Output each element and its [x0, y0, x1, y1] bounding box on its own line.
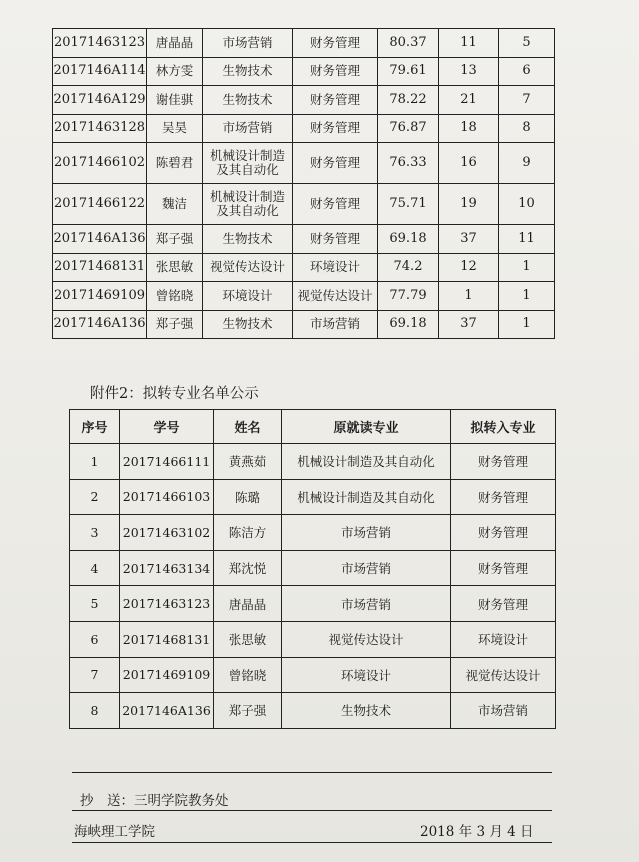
table-cell: 4	[70, 550, 120, 586]
table-cell: 财务管理	[451, 479, 556, 515]
table-cell: 财务管理	[451, 444, 556, 480]
table-cell: 生物技术	[203, 310, 293, 339]
table-cell: 20171468131	[53, 253, 147, 282]
table-cell: 18	[439, 114, 499, 143]
cc-value: 三明学院教务处	[134, 793, 229, 809]
table-cell: 环境设计	[203, 282, 293, 311]
table-row	[53, 86, 555, 115]
table-cell: 市场营销	[451, 693, 556, 729]
table-cell: 20171469109	[120, 657, 214, 693]
table-cell: 财务管理	[293, 225, 378, 254]
column-header: 原就读专业	[282, 410, 451, 444]
footer-bottom-rule	[72, 842, 552, 843]
table-cell: 陈洁方	[214, 515, 282, 551]
table-cell: 视觉传达设计	[203, 253, 293, 282]
table-cell: 20171463128	[53, 114, 147, 143]
column-header: 序号	[70, 410, 120, 444]
table-cell: 吴昊	[147, 114, 203, 143]
table-row	[70, 621, 556, 657]
table-row	[70, 444, 556, 480]
table-cell: 76.87	[378, 114, 439, 143]
table-cell: 生物技术	[203, 86, 293, 115]
table-header-row	[70, 410, 556, 444]
table-cell: 视觉传达设计	[293, 282, 378, 311]
table-cell: 郑子强	[147, 310, 203, 339]
issue-date: 2018 年 3 月 4 日	[420, 824, 534, 840]
table-cell: 20171466102	[53, 143, 147, 184]
table-cell: 林方雯	[147, 57, 203, 86]
table-row	[70, 515, 556, 551]
table-cell: 财务管理	[451, 515, 556, 551]
table-cell: 79.61	[378, 57, 439, 86]
table-cell: 78.22	[378, 86, 439, 115]
table-cell: 生物技术	[282, 693, 451, 729]
table-cell: 1	[70, 444, 120, 480]
table-cell: 机械设计制造 及其自动化	[203, 143, 293, 184]
table-cell: 财务管理	[293, 143, 378, 184]
table-cell: 20171463134	[120, 550, 214, 586]
table-cell: 6	[499, 57, 555, 86]
table-cell: 1	[499, 310, 555, 339]
column-header: 姓名	[214, 410, 282, 444]
table-cell: 1	[499, 282, 555, 311]
footer-top-rule	[72, 772, 552, 773]
table-cell: 陈碧君	[147, 143, 203, 184]
table-cell: 19	[439, 184, 499, 225]
table-cell: 37	[439, 225, 499, 254]
table-cell: 环境设计	[293, 253, 378, 282]
table-cell: 环境设计	[282, 657, 451, 693]
table-row	[53, 57, 555, 86]
table-cell: 3	[70, 515, 120, 551]
table-row	[53, 253, 555, 282]
table-cell: 郑子强	[214, 693, 282, 729]
table-cell: 张思敏	[214, 621, 282, 657]
table-cell: 财务管理	[293, 57, 378, 86]
column-header: 学号	[120, 410, 214, 444]
table-cell: 76.33	[378, 143, 439, 184]
table-cell: 20171468131	[120, 621, 214, 657]
ranking-table	[52, 28, 555, 339]
table-cell: 5	[70, 586, 120, 622]
table-cell: 13	[439, 57, 499, 86]
table-cell: 37	[439, 310, 499, 339]
table-row	[70, 657, 556, 693]
table-cell: 机械设计制造 及其自动化	[203, 184, 293, 225]
table-row	[53, 184, 555, 225]
table-cell: 74.2	[378, 253, 439, 282]
table-cell: 10	[499, 184, 555, 225]
appendix2-heading: 附件2：拟转专业名单公示	[90, 386, 259, 402]
table-cell: 1	[499, 253, 555, 282]
table-cell: 7	[70, 657, 120, 693]
table-cell: 2017146A136	[53, 310, 147, 339]
table-cell: 财务管理	[293, 86, 378, 115]
table-cell: 机械设计制造及其自动化	[282, 479, 451, 515]
table-cell: 市场营销	[282, 515, 451, 551]
cc-line	[80, 789, 229, 809]
table-row	[53, 114, 555, 143]
transfer-list-table	[69, 409, 556, 729]
table-cell: 视觉传达设计	[451, 657, 556, 693]
table-cell: 财务管理	[293, 114, 378, 143]
table-cell: 谢佳骐	[147, 86, 203, 115]
table-cell: 9	[499, 143, 555, 184]
table-cell: 20171466103	[120, 479, 214, 515]
table-cell: 郑沈悦	[214, 550, 282, 586]
table-cell: 市场营销	[282, 586, 451, 622]
table-cell: 环境设计	[451, 621, 556, 657]
table-cell: 11	[439, 29, 499, 58]
table-cell: 市场营销	[203, 114, 293, 143]
table-cell: 郑子强	[147, 225, 203, 254]
table-cell: 财务管理	[293, 29, 378, 58]
table-cell: 2017146A136	[120, 693, 214, 729]
table-cell: 11	[499, 225, 555, 254]
issuer: 海峡理工学院	[74, 824, 155, 840]
table-cell: 20171466122	[53, 184, 147, 225]
table-cell: 2	[70, 479, 120, 515]
table-cell: 视觉传达设计	[282, 621, 451, 657]
table-cell: 唐晶晶	[214, 586, 282, 622]
table-cell: 80.37	[378, 29, 439, 58]
table-cell: 2017146A136	[53, 225, 147, 254]
table-cell: 张思敏	[147, 253, 203, 282]
table-row	[70, 693, 556, 729]
table-cell: 77.79	[378, 282, 439, 311]
table-cell: 市场营销	[293, 310, 378, 339]
table-cell: 1	[439, 282, 499, 311]
table-cell: 16	[439, 143, 499, 184]
table-cell: 69.18	[378, 225, 439, 254]
table-cell: 市场营销	[203, 29, 293, 58]
table-cell: 69.18	[378, 310, 439, 339]
table-cell: 财务管理	[451, 586, 556, 622]
table-cell: 生物技术	[203, 225, 293, 254]
table-cell: 8	[70, 693, 120, 729]
table-cell: 2017146A114	[53, 57, 147, 86]
table-cell: 20171463123	[120, 586, 214, 622]
table-row	[53, 29, 555, 58]
table-row	[53, 282, 555, 311]
table-cell: 曾铭晓	[147, 282, 203, 311]
table-cell: 7	[499, 86, 555, 115]
table-cell: 20171463123	[53, 29, 147, 58]
table-cell: 8	[499, 114, 555, 143]
table-cell: 黄燕茹	[214, 444, 282, 480]
table-row	[70, 550, 556, 586]
table-cell: 20171469109	[53, 282, 147, 311]
table-cell: 市场营销	[282, 550, 451, 586]
table-cell: 5	[499, 29, 555, 58]
table-row	[53, 225, 555, 254]
table-cell: 2017146A129	[53, 86, 147, 115]
table-cell: 陈璐	[214, 479, 282, 515]
table-cell: 财务管理	[451, 550, 556, 586]
table-cell: 机械设计制造及其自动化	[282, 444, 451, 480]
table-cell: 财务管理	[293, 184, 378, 225]
table-cell: 生物技术	[203, 57, 293, 86]
table-cell: 魏洁	[147, 184, 203, 225]
table-row	[53, 310, 555, 339]
table-cell: 唐晶晶	[147, 29, 203, 58]
table-row	[70, 586, 556, 622]
table-row	[53, 143, 555, 184]
table-cell: 20171463102	[120, 515, 214, 551]
table-row	[70, 479, 556, 515]
column-header: 拟转入专业	[451, 410, 556, 444]
table-cell: 6	[70, 621, 120, 657]
table-cell: 12	[439, 253, 499, 282]
table-cell: 20171466111	[120, 444, 214, 480]
cc-label: 抄 送：	[80, 793, 134, 809]
table-cell: 曾铭晓	[214, 657, 282, 693]
table-cell: 21	[439, 86, 499, 115]
table-cell: 75.71	[378, 184, 439, 225]
footer-middle-rule	[72, 810, 552, 811]
